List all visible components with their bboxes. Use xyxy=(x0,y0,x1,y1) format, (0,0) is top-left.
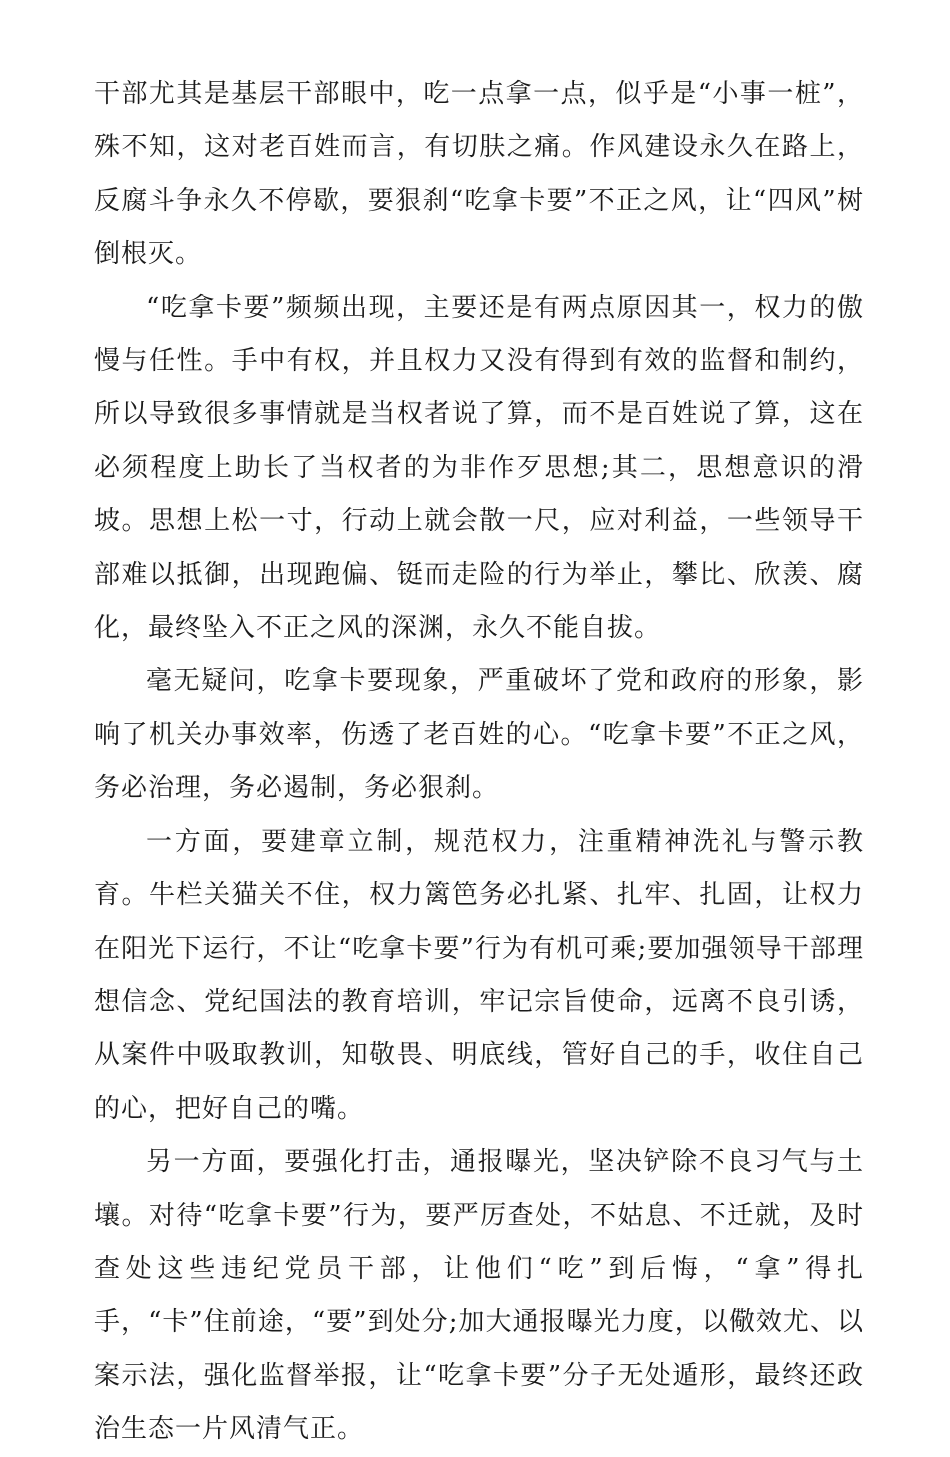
body-text xyxy=(94,68,864,1457)
paragraph-2: “吃拿卡要”频频出现，主要还是有两点原因其一，权力的傲慢与任性。手中有权，并且权力又没有得到有效的监督和制约，所以导致很多事情就是当权者说了算，而不是百姓说了算，这在必须程度上助长了当权者的为非作歹思想;其二，思想意识的滑坡。思想上松一寸，行动上就会散一尺，应对利益，一些领导干部难以抵御，出现跑偏、铤而走险的行为举止，攀比、欣羡、腐化，最终坠入不正之风的深渊，永久不能自拔。 xyxy=(94,292,864,644)
paragraph-4: 一方面，要建章立制，规范权力，注重精神洗礼与警示教育。牛栏关猫关不住，权力篱笆务必扎紧、扎牢、扎固，让权力在阳光下运行，不让“吃拿卡要”行为有机可乘;要加强领导干部理想信念、党纪国法的教育培训，牢记宗旨使命，远离不良引诱，从案件中吸取教训，知敬畏、明底线，管好自己的手，收住自己的心，把好自己的嘴。 xyxy=(94,826,864,1124)
paragraph-1: 干部尤其是基层干部眼中，吃一点拿一点，似乎是“小事一桩”，殊不知，这对老百姓而言，有切肤之痛。作风建设永久在路上，反腐斗争永久不停歇，要狠刹“吃拿卡要”不正之风，让“四风”树倒根灭。 xyxy=(94,79,864,270)
paragraph-5: 另一方面，要强化打击，通报曝光，坚决铲除不良习气与土壤。对待“吃拿卡要”行为，要严厉查处，不姑息、不迁就，及时查处这些违纪党员干部，让他们“吃”到后悔，“拿”得扎手，“卡”住前途，“要”到处分;加大通报曝光力度，以儆效尤、以案示法，强化监督举报，让“吃拿卡要”分子无处遁形，最终还政治生态一片风清气正。 xyxy=(94,1147,864,1445)
paragraph-3: 毫无疑问，吃拿卡要现象，严重破坏了党和政府的形象，影响了机关办事效率，伤透了老百姓的心。“吃拿卡要”不正之风，务必治理，务必遏制，务必狠刹。 xyxy=(94,666,864,804)
